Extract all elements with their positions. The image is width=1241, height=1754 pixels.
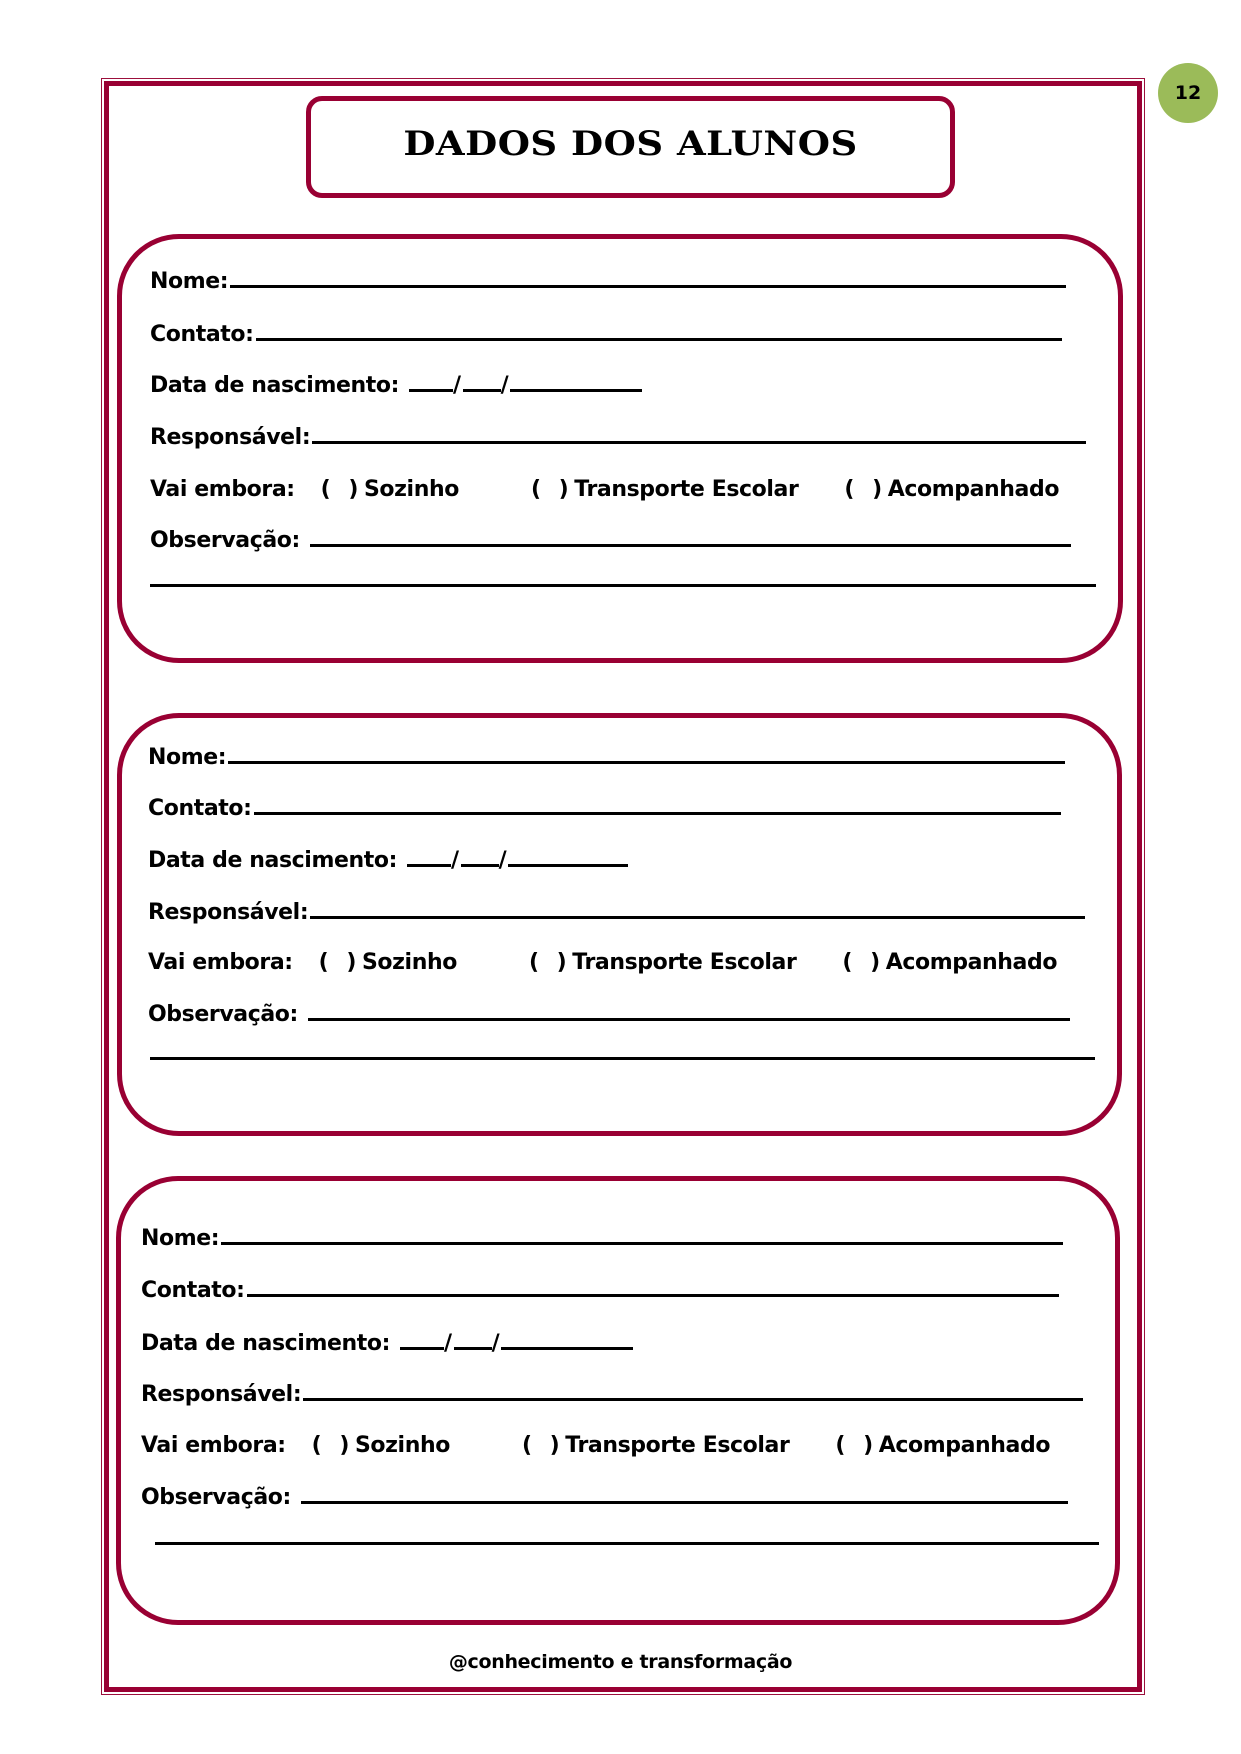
birth-day-field[interactable] <box>400 1346 444 1350</box>
responsavel-field[interactable] <box>310 915 1085 919</box>
nome-row <box>148 745 1065 770</box>
nome-field[interactable] <box>230 284 1066 288</box>
nascimento-label: Data de nascimento: <box>141 1331 390 1356</box>
option-transporte-escolar[interactable] <box>522 1433 789 1458</box>
vai-embora-label: Vai embora: <box>141 1433 286 1458</box>
student-card <box>116 1176 1120 1625</box>
responsavel-label: Responsável: <box>148 900 309 925</box>
birth-year-field[interactable] <box>508 863 628 867</box>
birth-year-field[interactable] <box>510 388 642 392</box>
option-sozinho-label: Sozinho <box>361 950 457 975</box>
observacao-field[interactable] <box>310 543 1071 547</box>
page-title: DADOS DOS ALUNOS <box>403 122 858 164</box>
page-number: 12 <box>1174 82 1202 104</box>
contato-row <box>148 796 1061 821</box>
checkbox-transporte-escolar[interactable]: ( ) <box>530 477 569 502</box>
option-acompanhado[interactable] <box>844 477 1059 502</box>
nascimento-label: Data de nascimento: <box>148 848 397 873</box>
nome-label: Nome: <box>150 269 229 294</box>
checkbox-sozinho[interactable]: ( ) <box>311 1433 349 1458</box>
birth-year-field[interactable] <box>501 1346 633 1350</box>
observacao-row <box>148 1002 1070 1027</box>
contato-label: Contato: <box>148 796 252 821</box>
observacao-extra-line[interactable] <box>150 1057 1095 1060</box>
option-transporte-escolar[interactable] <box>529 950 796 975</box>
nome-field[interactable] <box>221 1241 1063 1245</box>
checkbox-sozinho[interactable]: ( ) <box>318 950 356 975</box>
contato-label: Contato: <box>150 322 254 347</box>
nome-field[interactable] <box>228 760 1065 764</box>
observacao-row <box>150 528 1071 553</box>
option-sozinho-label: Sozinho <box>363 477 459 502</box>
observacao-field[interactable] <box>308 1017 1070 1021</box>
contato-row <box>141 1278 1059 1303</box>
date-separator: / <box>498 848 507 873</box>
date-separator: / <box>443 1331 452 1356</box>
birth-day-field[interactable] <box>407 863 451 867</box>
checkbox-transporte-escolar[interactable]: ( ) <box>521 1433 560 1458</box>
responsavel-row <box>148 900 1085 925</box>
contato-field[interactable] <box>247 1293 1059 1297</box>
date-separator: / <box>452 373 461 398</box>
title-box <box>306 96 955 198</box>
responsavel-label: Responsável: <box>150 425 311 450</box>
option-transporte-escolar-label: Transporte Escolar <box>572 950 797 975</box>
student-card <box>117 234 1123 663</box>
responsavel-field[interactable] <box>312 440 1086 444</box>
contato-field[interactable] <box>254 811 1061 815</box>
option-acompanhado[interactable] <box>842 950 1057 975</box>
observacao-field[interactable] <box>301 1500 1068 1504</box>
observacao-extra-line[interactable] <box>150 584 1096 587</box>
responsavel-row <box>150 425 1086 450</box>
birth-month-field[interactable] <box>461 863 499 867</box>
option-transporte-escolar[interactable] <box>531 477 798 502</box>
observacao-extra-line[interactable] <box>155 1542 1099 1545</box>
vai-embora-row <box>150 477 1059 502</box>
footer-credit: @conhecimento e transformação <box>448 1651 793 1673</box>
contato-field[interactable] <box>256 337 1062 341</box>
checkbox-acompanhado[interactable]: ( ) <box>835 1433 873 1458</box>
option-acompanhado-label: Acompanhado <box>878 1433 1051 1458</box>
option-transporte-escolar-label: Transporte Escolar <box>565 1433 790 1458</box>
contato-label: Contato: <box>141 1278 245 1303</box>
vai-embora-label: Vai embora: <box>150 477 295 502</box>
option-acompanhado-label: Acompanhado <box>887 477 1060 502</box>
observacao-row <box>141 1485 1068 1510</box>
option-sozinho[interactable] <box>312 1433 450 1458</box>
option-transporte-escolar-label: Transporte Escolar <box>574 477 799 502</box>
option-acompanhado-label: Acompanhado <box>885 950 1058 975</box>
checkbox-sozinho[interactable]: ( ) <box>320 477 358 502</box>
nome-label: Nome: <box>141 1226 220 1251</box>
date-separator: / <box>450 848 459 873</box>
date-separator: / <box>500 373 509 398</box>
nascimento-row <box>148 848 628 873</box>
option-sozinho[interactable] <box>321 477 459 502</box>
vai-embora-row <box>141 1433 1050 1458</box>
nascimento-label: Data de nascimento: <box>150 373 399 398</box>
birth-month-field[interactable] <box>454 1346 492 1350</box>
checkbox-acompanhado[interactable]: ( ) <box>842 950 880 975</box>
vai-embora-label: Vai embora: <box>148 950 293 975</box>
checkbox-transporte-escolar[interactable]: ( ) <box>528 950 567 975</box>
nascimento-row <box>141 1331 633 1356</box>
contato-row <box>150 322 1062 347</box>
responsavel-field[interactable] <box>303 1397 1083 1401</box>
option-acompanhado[interactable] <box>835 1433 1050 1458</box>
observacao-label: Observação: <box>150 528 300 553</box>
page-number-badge <box>1158 63 1218 123</box>
birth-day-field[interactable] <box>409 388 453 392</box>
birth-month-field[interactable] <box>463 388 501 392</box>
nome-row <box>150 269 1066 294</box>
nome-row <box>141 1226 1063 1251</box>
student-card <box>117 713 1122 1136</box>
observacao-label: Observação: <box>141 1485 291 1510</box>
observacao-label: Observação: <box>148 1002 298 1027</box>
responsavel-label: Responsável: <box>141 1382 302 1407</box>
option-sozinho-label: Sozinho <box>354 1433 450 1458</box>
nome-label: Nome: <box>148 745 227 770</box>
vai-embora-row <box>148 950 1057 975</box>
responsavel-row <box>141 1382 1083 1407</box>
nascimento-row <box>150 373 642 398</box>
option-sozinho[interactable] <box>319 950 457 975</box>
checkbox-acompanhado[interactable]: ( ) <box>844 477 882 502</box>
date-separator: / <box>491 1331 500 1356</box>
